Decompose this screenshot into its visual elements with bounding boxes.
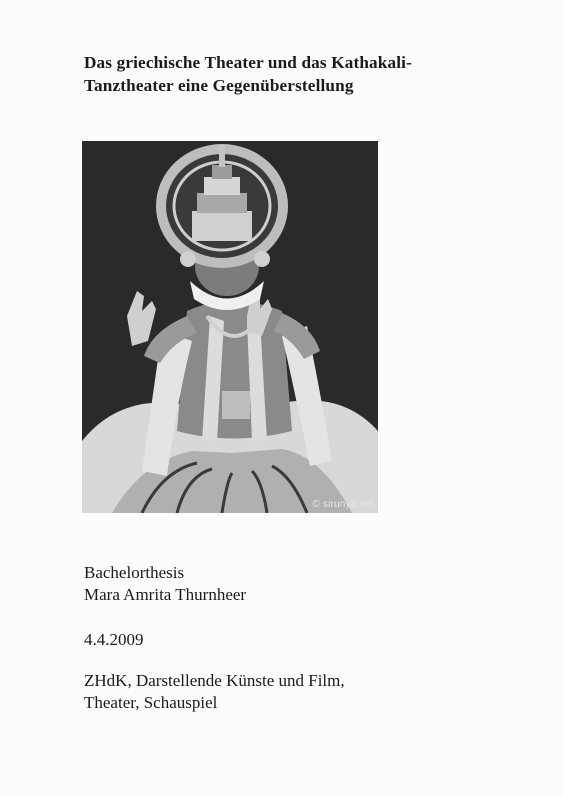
thesis-date: 4.4.2009 bbox=[84, 630, 144, 649]
title-line-2: Tanztheater eine Gegenüberstellung bbox=[84, 76, 354, 95]
title-line-1: Das griechische Theater und das Kathakali- bbox=[84, 53, 412, 72]
dancer-illustration bbox=[82, 141, 378, 513]
kathakali-dancer-photo bbox=[82, 141, 378, 513]
thesis-type: Bachelorthesis bbox=[84, 563, 185, 582]
photo-credit: © sirunya.net bbox=[312, 499, 374, 510]
document-title bbox=[84, 51, 494, 97]
thesis-info bbox=[84, 562, 246, 606]
school-info bbox=[84, 670, 345, 714]
school-line-1: ZHdK, Darstellende Künste und Film, bbox=[84, 671, 345, 690]
school-line-2: Theater, Schauspiel bbox=[84, 693, 218, 712]
thesis-author: Mara Amrita Thurnheer bbox=[84, 585, 247, 604]
